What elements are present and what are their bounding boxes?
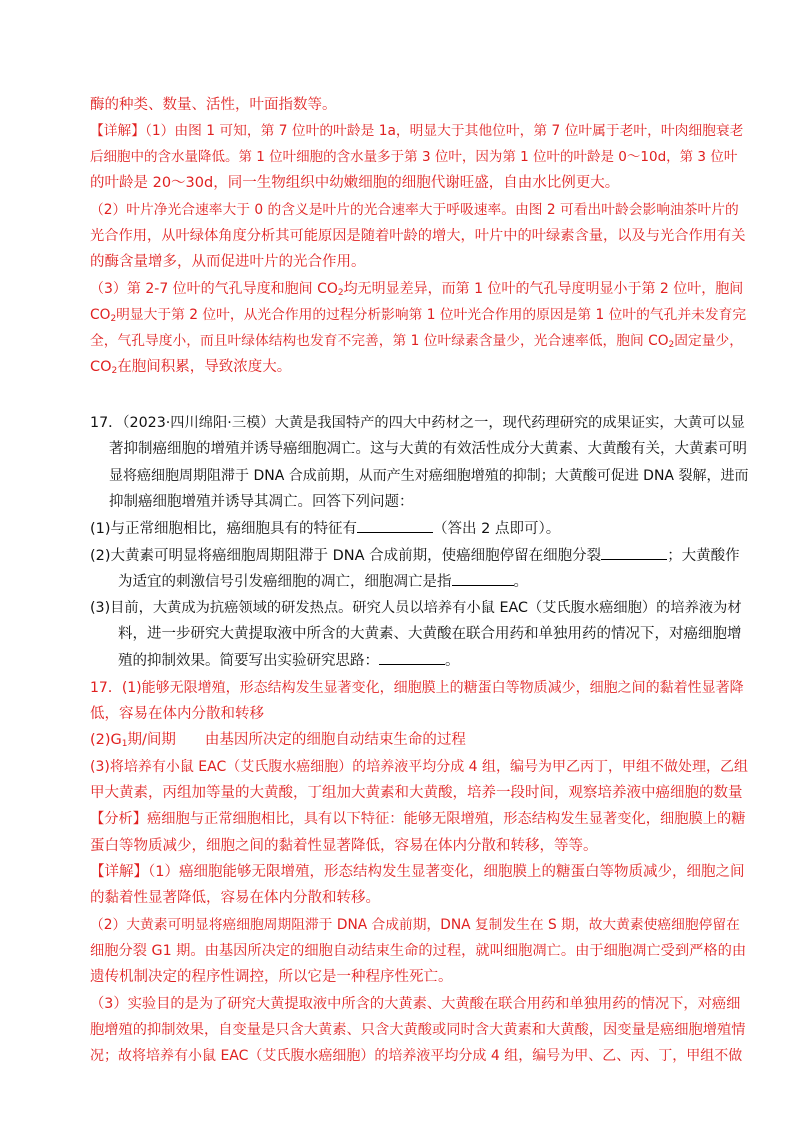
question-stem-line: 著抑制癌细胞的增殖并诱导癌细胞凋亡。这与大黄的有效活性成分大黄素、大黄酸有关，大黄素可明 (109, 441, 747, 457)
detail-line: 细胞分裂 G1 期。由基因所决定的细胞自动结束生命的过程，就叫细胞凋亡。由于细胞凋亡受到严格的由 (90, 943, 747, 959)
sub-question-1: (1)与正常细胞相比，癌细胞具有的特征有 （答出 2 点即可）。 (90, 518, 560, 539)
detail-line: $CO_2$明显大于第 2 位叶，从光合作用的过程分析影响第 1 位叶光合作用的原因是第 1 位叶的气孔并未发育完 (90, 307, 747, 324)
detail-line: （2）大黄素可明显将癌细胞周期阻滞于 DNA 合成前期，DNA 复制发生在 S 期，故大黄素使癌细胞停留在 (90, 917, 740, 933)
sub-question-3: (3)目前，大黄成为抗癌领域的研发热点。研究人员以培养有小鼠 EAC（艾氏腹水癌细胞）的培养液为材 (90, 600, 742, 616)
detail-line: （3）实验目的是为了研究大黄提取液中所含的大黄素、大黄酸在联合用药和单独用药的情况下，对癌细 (90, 996, 741, 1012)
answer-blank[interactable] (601, 545, 667, 560)
sub-question-3: 料，进一步研究大黄提取液中所含的大黄素、大黄酸在联合用药和单独用药的情况下，对癌细胞增 (118, 626, 742, 642)
detail-line: 况；故将培养有小鼠 EAC（艾氏腹水癌细胞）的培养液平均分成 4 组，编号为甲、乙、丙、丁，甲组不做 (90, 1048, 743, 1064)
detail-line: 遗传机制决定的程序性调控，所以它是一种程序性死亡。 (90, 969, 453, 985)
detail-line: 后细胞中的含水量降低。第 1 位叶细胞的含水量多于第 3 位叶，因为第 1 位叶的叶龄是 0～10d，第 3 位叶 (90, 149, 738, 165)
sub-question-3: 殖的抑制效果。简要写出实验研究思路： 。 (118, 650, 460, 671)
answer-line: 低，容易在体内分散和转移 (90, 706, 264, 722)
answer-blank[interactable] (357, 518, 433, 533)
detail-line: 全，气孔导度小，而且叶绿体结构也发育不完善，第 1 位叶绿素含量少，光合速率低，胞间 $CO_2$固定量少， (90, 333, 744, 350)
answer-line: 甲大黄素，丙组加等量的大黄酸，丁组加大黄素和大黄酸，培养一段时间，观察培养液中癌细胞的数量 (90, 785, 743, 801)
question-stem-line: 显将癌细胞周期阻滞于 DNA 合成前期，从而产生对癌细胞增殖的抑制；大黄酸可促进 DNA 裂解，进而 (109, 468, 749, 484)
detail-line: 的酶含量增多，从而促进叶片的光合作用。 (90, 254, 366, 270)
detail-line: 胞增殖的抑制效果，自变量是只含大黄素、只含大黄酸或同时含大黄素和大黄酸，因变量是癌细胞增殖情 (90, 1022, 746, 1038)
answer-line: (3)将培养有小鼠 EAC（艾氏腹水癌细胞）的培养液平均分成 4 组，编号为甲乙丙丁，甲组不做处理，乙组 (90, 759, 749, 775)
answer-blank[interactable] (379, 650, 445, 665)
detail-line: （2）叶片净光合速率大于 0 的含义是叶片的光合速率大于呼吸速率。由图 2 可看出叶龄会影响油茶叶片的 (90, 202, 739, 218)
detail-line: 的黏着性显著降低，容易在体内分散和转移。 (90, 890, 380, 906)
answer-line: $(2)G_1$期/间期 由基因所决定的细胞自动结束生命的过程 (90, 732, 466, 749)
detail-line: （3）第 2-7 位叶的气孔导度和胞间 $CO_2$均无明显差异，而第 1 位叶的气孔导度明显小于第 2 位叶，胞间 (90, 281, 744, 298)
analysis-line: 酶的种类、数量、活性，叶面指数等。 (90, 97, 337, 113)
question-stem-line: 17．（2023·四川绵阳·三模）大黄是我国特产的四大中药材之一，现代药理研究的成果证实，大黄可以显 (90, 415, 745, 431)
sub-question-2: 为适宜的刺激信号引发癌细胞的凋亡，细胞凋亡是指 。 (118, 571, 528, 592)
analysis-line: 蛋白等物质减少，细胞之间的黏着性显著降低，容易在体内分散和转移，等等。 (90, 838, 598, 854)
answer-blank[interactable] (452, 571, 514, 586)
question-stem-line: 抑制癌细胞增殖并诱导其凋亡。回答下列问题： (109, 494, 414, 510)
detail-line: $CO_2$在胞间积累，导致浓度大。 (90, 359, 292, 376)
sub-question-2: (2)大黄素可明显将癌细胞周期阻滞于 DNA 合成前期，使癌细胞停留在细胞分裂 ；大黄酸作 (90, 545, 740, 566)
detail-line: 【详解】（1）由图 1 可知，第 7 位叶的叶龄是 1a，明显大于其他位叶，第 7 位叶属于老叶，叶肉细胞衰老 (90, 123, 744, 139)
answer-line: 17．(1)能够无限增殖，形态结构发生显著变化，细胞膜上的糖蛋白等物质减少，细胞之间的黏着性显著降 (90, 680, 744, 696)
detail-line: 【详解】（1）癌细胞能够无限增殖，形态结构发生显著变化，细胞膜上的糖蛋白等物质减少，细胞之间 (90, 864, 745, 880)
detail-line: 的叶龄是 20～30d，同一生物组织中幼嫩细胞的细胞代谢旺盛，自由水比例更大。 (90, 175, 620, 191)
analysis-line: 【分析】癌细胞与正常细胞相比，具有以下特征：能够无限增殖，形态结构发生显著变化，细胞膜上的糖 (90, 811, 746, 827)
detail-line: 光合作用，从叶绿体角度分析其可能原因是随着叶龄的增大，叶片中的叶绿素含量，以及与光合作用有关 (90, 228, 746, 244)
